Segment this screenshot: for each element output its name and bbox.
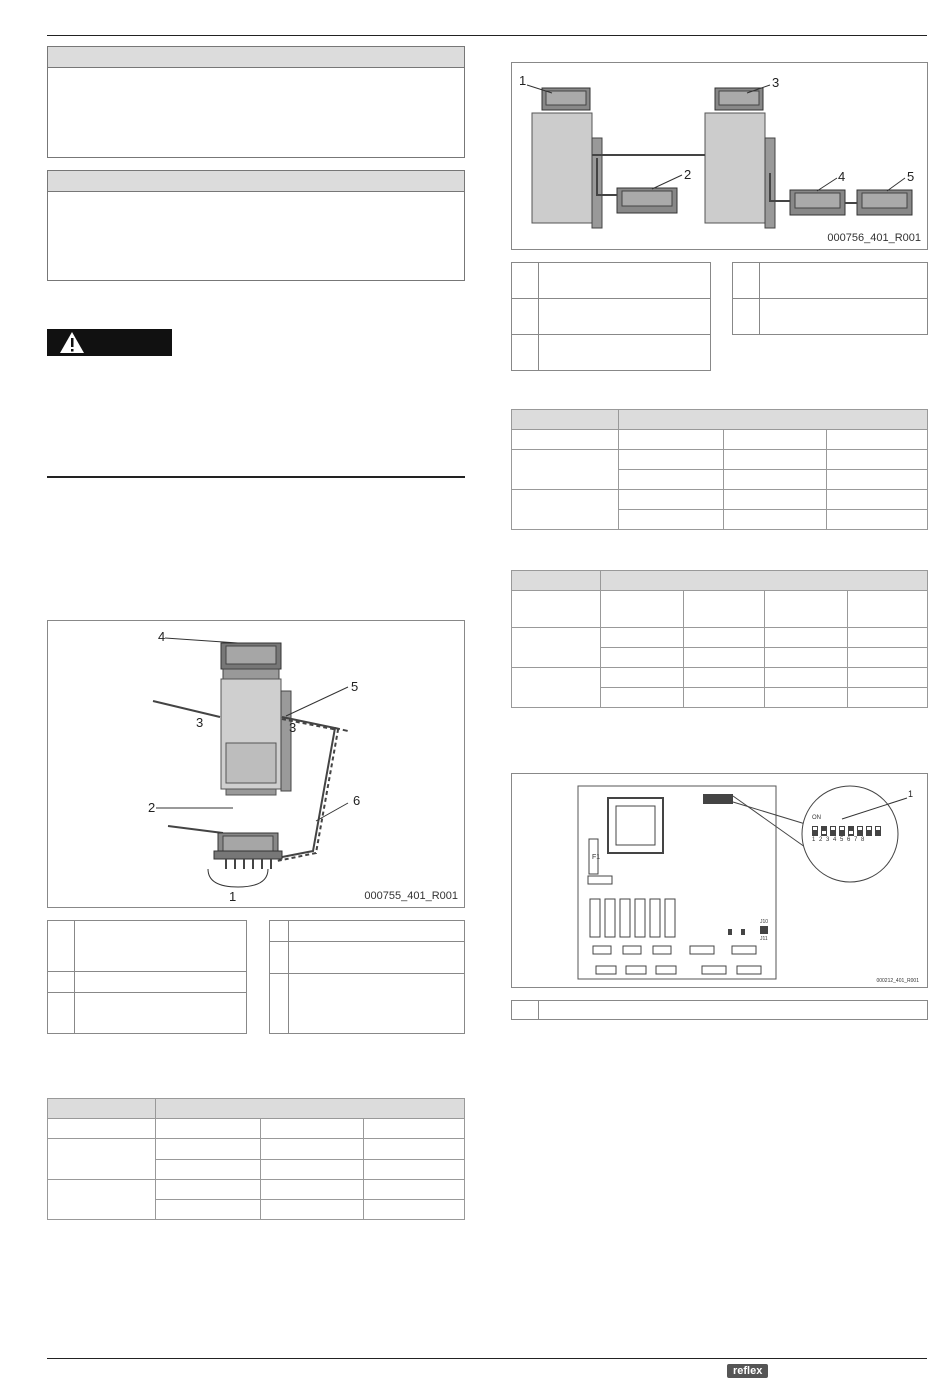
section-rule	[47, 476, 465, 478]
warning-label	[47, 329, 172, 356]
note-box-1	[47, 46, 465, 158]
callout-3: 3	[772, 75, 780, 90]
legend-table-left-b	[269, 920, 465, 1034]
figure-drawing	[48, 621, 465, 908]
legend-table-right-b	[732, 262, 928, 335]
settings-table-right-1	[511, 409, 928, 530]
figure-circuit-board	[511, 773, 928, 988]
footer-rule	[47, 1358, 927, 1359]
callout-1: 1	[519, 73, 527, 88]
legend-table-right-a	[511, 262, 711, 371]
note-box-header	[48, 47, 464, 68]
figure-bus-connection	[511, 62, 928, 250]
figure-code: 000212_401_R001	[876, 978, 919, 984]
figure-code: 000756_401_R001	[827, 232, 921, 244]
callout-4: 4	[838, 169, 846, 184]
board-label-dip-on: ON	[812, 815, 821, 821]
callout-1: 1	[229, 889, 237, 904]
callout-4: 4	[158, 629, 166, 644]
board-label-fuse: F1	[592, 854, 601, 861]
figure-controller-connection	[47, 620, 465, 908]
header-rule	[47, 35, 927, 36]
brand-logo: reflex	[727, 1364, 768, 1378]
callout-5: 5	[351, 679, 359, 694]
note-box-2	[47, 170, 465, 281]
legend-table-right-c	[511, 1000, 928, 1020]
callout-6: 6	[353, 793, 361, 808]
callout-2: 2	[684, 167, 692, 182]
board-label-j11: J11	[760, 936, 768, 942]
settings-table-right-2	[511, 570, 928, 708]
callout-5: 5	[907, 169, 915, 184]
board-label-j10: J10	[760, 919, 769, 925]
legend-table-left-a	[47, 920, 247, 1034]
figure-drawing	[512, 63, 928, 250]
board-label-dip-numbers: 1 2 3 4 5 6 7 8	[812, 837, 866, 843]
warning-triangle-icon	[57, 329, 87, 356]
settings-table-left	[47, 1098, 465, 1220]
note-box-header	[48, 171, 464, 192]
callout-2: 2	[148, 800, 156, 815]
callout-1: 1	[908, 789, 914, 799]
figure-drawing	[512, 774, 928, 988]
figure-code: 000755_401_R001	[364, 890, 458, 902]
callout-3b: 3	[289, 720, 297, 735]
callout-3a: 3	[196, 715, 204, 730]
